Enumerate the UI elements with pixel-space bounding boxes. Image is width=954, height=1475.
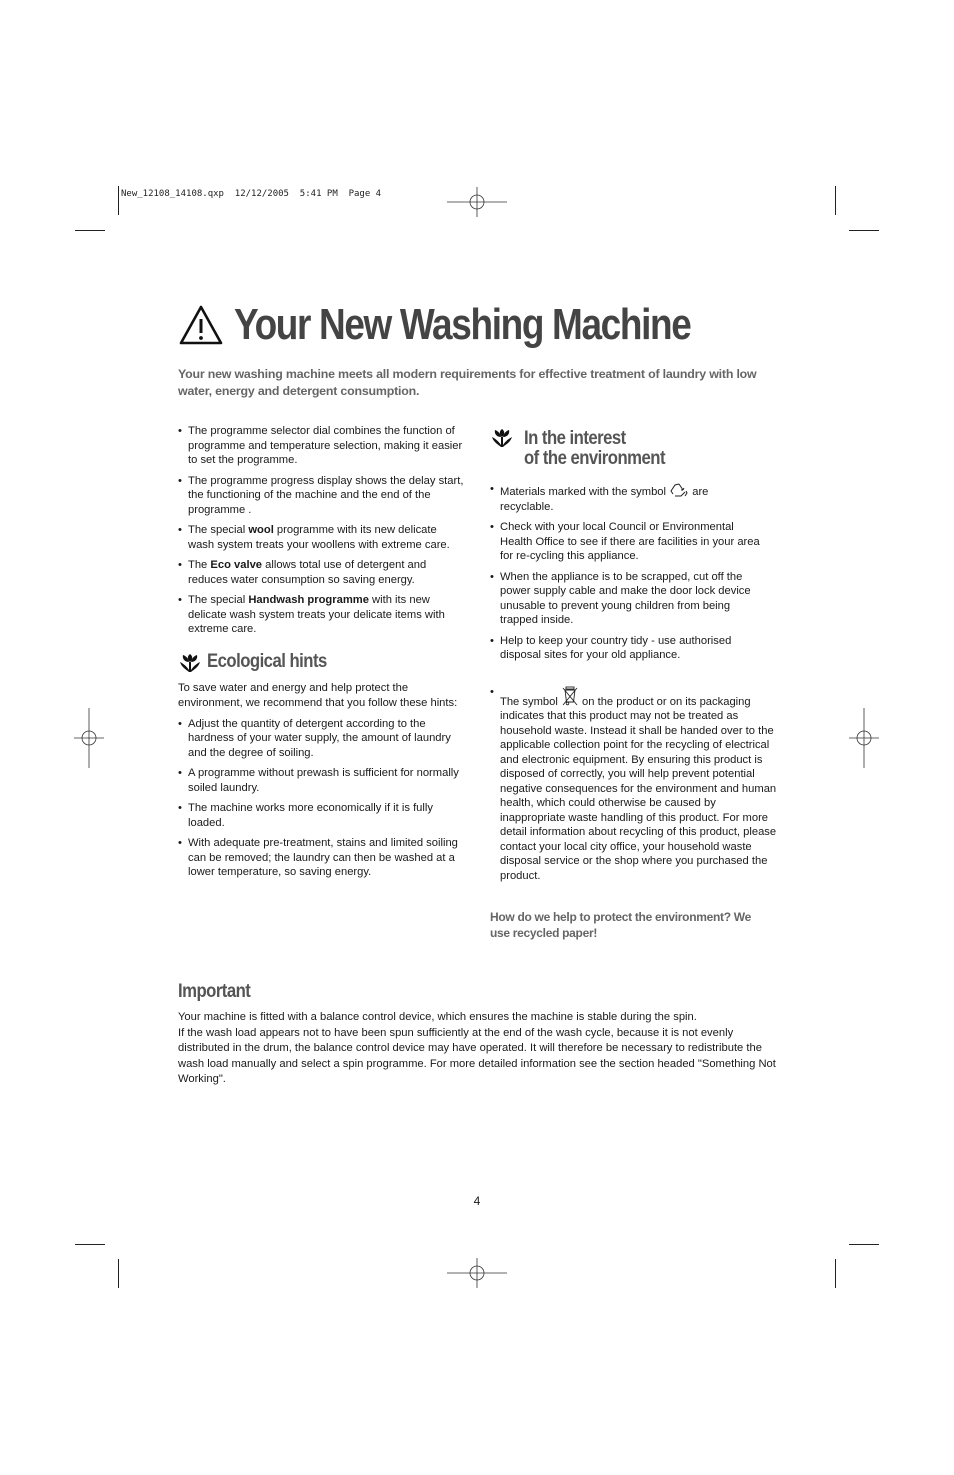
feature-text: The xyxy=(188,559,211,571)
feature-text: programme with its new delicate wash system treats your woollens with extreme care. xyxy=(188,524,450,551)
crop-mark xyxy=(75,1244,105,1245)
feature-text: allows total use of detergent and reduces water consumption so saving energy. xyxy=(188,559,427,586)
crop-mark xyxy=(849,1244,879,1245)
feature-bold: Eco valve xyxy=(210,559,263,571)
right-column xyxy=(490,425,780,941)
flower-icon xyxy=(490,426,514,448)
eco-item-text: The machine works more economically if it is fully loaded. xyxy=(188,802,433,829)
list-item xyxy=(490,570,760,628)
feature-list xyxy=(178,424,464,637)
recycle-text: are recyclable. xyxy=(500,486,709,513)
list-item xyxy=(178,593,464,637)
list-item xyxy=(178,801,463,830)
list-item xyxy=(178,766,463,795)
page-number: 4 xyxy=(473,1194,481,1208)
eco-list xyxy=(178,717,463,880)
warning-triangle-icon xyxy=(178,304,224,346)
section-heading: of the environment xyxy=(524,448,665,469)
page-title-text: Your New Washing Machine xyxy=(234,300,691,349)
important-section xyxy=(178,982,778,1087)
crop-mark xyxy=(835,186,836,215)
left-column xyxy=(178,424,468,886)
eco-item-text: A programme without prewash is sufficient for normally soiled laundry. xyxy=(188,767,459,794)
crop-mark xyxy=(835,1259,836,1288)
section-heading: Ecological hints xyxy=(207,650,327,672)
crop-mark xyxy=(118,186,119,215)
recycle-text: Materials marked with the symbol xyxy=(500,486,667,498)
feature-bold: Handwash programme xyxy=(248,594,369,606)
feature-text: The programme progress display shows the delay start, the functioning of the machine and the end of the programme . xyxy=(188,474,464,516)
crop-mark xyxy=(849,230,879,231)
eco-intro: To save water and energy and help protect the environment, we recommend that you follow these hints: xyxy=(178,681,458,709)
list-item xyxy=(178,717,463,761)
crop-mark xyxy=(75,230,105,231)
section-heading: Important xyxy=(178,981,251,1002)
list-item xyxy=(178,424,464,468)
environment-item-text: When the appliance is to be scrapped, cut off the power supply cable and make the door lock device unusable to prevent young children from being trapped inside. xyxy=(500,570,751,626)
list-item xyxy=(490,482,760,514)
environment-heading xyxy=(490,425,780,469)
environment-list xyxy=(490,482,760,663)
feature-text: The special xyxy=(188,524,249,536)
feature-text: The special xyxy=(188,594,249,606)
eco-item-text: Adjust the quantity of detergent according to the hardness of your water supply, the amount of laundry and the degree of soiling. xyxy=(188,717,451,759)
recycle-icon xyxy=(669,482,689,498)
list-item xyxy=(178,836,463,880)
crossed-bin-icon xyxy=(561,685,579,707)
feature-bold: wool xyxy=(248,524,274,536)
list-item xyxy=(178,523,464,552)
feature-text: with its new delicate wash system treats your delicate items with extreme care. xyxy=(188,594,445,635)
flower-icon xyxy=(178,651,202,673)
file-slug: New_12108_14108.qxp 12/12/2005 5:41 PM Page 4 xyxy=(121,189,382,199)
feature-text: The programme selector dial combines the function of programme and temperature selection, making it easier to set the programme. xyxy=(188,425,463,466)
weee-text: on the product or on its packaging indicates that this product may not be treated as household waste. Instead it shall be handed over to the applicable collection point for the recycling of electrical and electronic equipment. By ensuring this product is disposed of correctly, you will help prevent potential negative consequences for the environment and human health, which could otherwise be caused by inappropriate waste handling of this product. For more detail information about recycling of this product, please contact your local city office, your household waste disposal service or the shop where you purchased the product. xyxy=(500,695,777,882)
registration-mark-icon xyxy=(849,708,879,768)
important-paragraph: If the wash load appears not to have been spun sufficiently at the end of the wash cycle, because it is not evenly distributed in the drum, the balance control device may have operated. It will therefore be necessary to redistribute the wash load manually and select a spin programme. For more detailed information see the section headed "Something Not Working". xyxy=(178,1027,776,1085)
eco-item-text: With adequate pre-treatment, stains and limited soiling can be removed; the laundry can then be washed at a lower temperature, so saving energy. xyxy=(188,837,458,879)
list-item xyxy=(490,685,782,884)
page-title xyxy=(178,300,777,350)
weee-text: The symbol xyxy=(500,695,558,708)
important-line: Your machine is fitted with a balance control device, which ensures the machine is stable during the spin. xyxy=(178,1011,697,1023)
registration-mark-icon xyxy=(447,187,507,217)
list-item xyxy=(490,520,760,564)
ecological-hints-heading xyxy=(178,651,468,673)
list-item xyxy=(178,474,464,518)
weee-list xyxy=(490,685,782,884)
crop-mark xyxy=(118,1259,119,1288)
registration-mark-icon xyxy=(74,708,104,768)
recycled-paper-note: How do we help to protect the environment? We use recycled paper! xyxy=(490,910,751,940)
section-heading: In the interest xyxy=(524,428,626,449)
environment-item-text: Check with your local Council or Environmental Health Office to see if there are facilities in your area for re-cycling this appliance. xyxy=(500,521,760,562)
registration-mark-icon xyxy=(447,1258,507,1288)
intro-text: Your new washing machine meets all modern requirements for effective treatment of laundry with low water, energy and detergent consumption. xyxy=(178,367,757,398)
list-item xyxy=(178,558,464,587)
environment-item-text: Help to keep your country tidy - use authorised disposal sites for your old appliance. xyxy=(500,634,732,661)
list-item xyxy=(490,634,760,663)
